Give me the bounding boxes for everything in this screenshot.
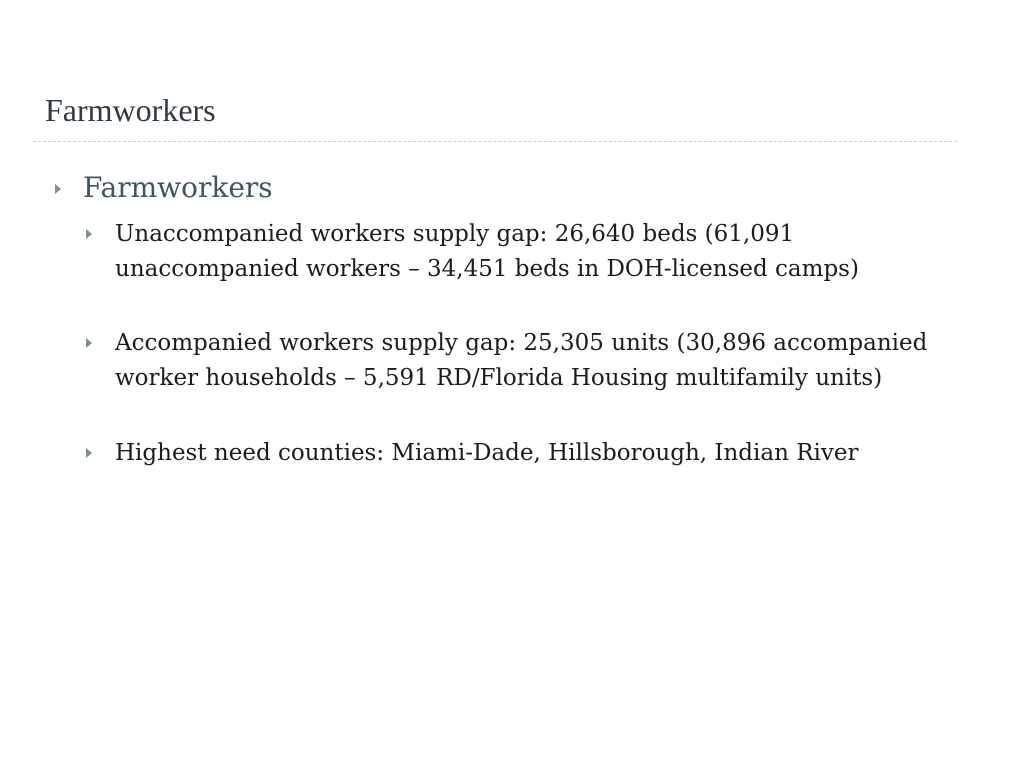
- sub-bullet-unaccompanied: Unaccompanied workers supply gap: 26,640 beds (61,091 unaccompanied workers – 34,451 beds in DOH-licensed camps): [115, 221, 859, 282]
- triangle-bullet-icon: [86, 229, 92, 239]
- title-divider: [33, 141, 957, 142]
- slide-title: Farmworkers: [45, 92, 216, 128]
- triangle-bullet-icon: [86, 338, 92, 348]
- bullet-heading: Farmworkers: [83, 171, 273, 204]
- triangle-bullet-icon: [55, 184, 61, 194]
- sub-bullet-counties: Highest need counties: Miami-Dade, Hillsborough, Indian River: [115, 440, 859, 466]
- triangle-bullet-icon: [86, 448, 92, 458]
- sub-bullet-accompanied: Accompanied workers supply gap: 25,305 units (30,896 accompanied worker households – 5,591 RD/Florida Housing multifamily units): [115, 330, 928, 391]
